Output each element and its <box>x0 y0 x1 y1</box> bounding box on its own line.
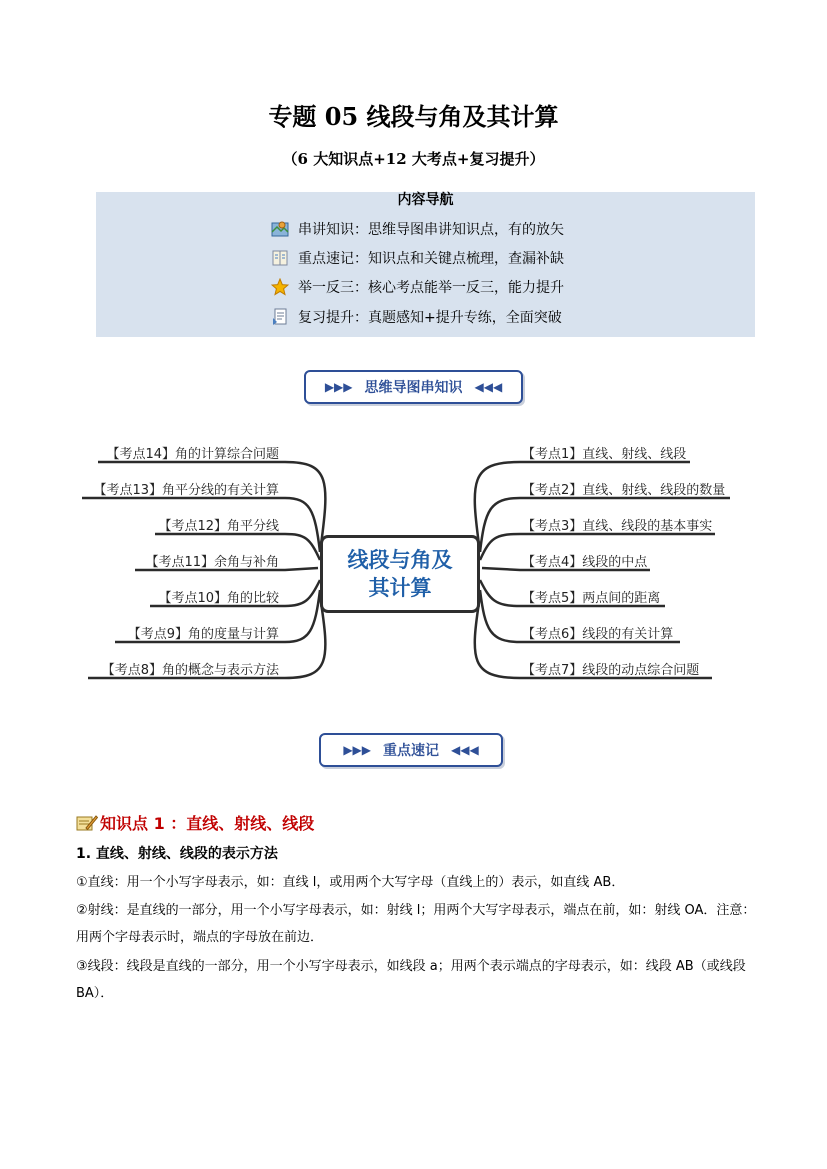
notebook-icon <box>271 249 289 267</box>
mindmap-left-item: 【考点14】角的计算综合问题 <box>106 447 279 462</box>
mindmap-right-item: 【考点5】两点间的距离 <box>522 591 661 606</box>
mindmap-left-item: 【考点13】角平分线的有关计算 <box>93 483 279 498</box>
page-title: 专题 05 线段与角及其计算 <box>268 102 559 131</box>
map-icon <box>271 220 289 238</box>
nav-item-label: 复习提升：真题感知+提升专练，全面突破 <box>298 310 562 326</box>
section-heading <box>76 811 314 834</box>
left-arrows-icon: ◀◀◀ <box>451 743 479 757</box>
content-navigation-box <box>96 192 755 337</box>
mindmap-right-item: 【考点7】线段的动点综合问题 <box>522 663 700 678</box>
notes-banner <box>319 733 503 767</box>
nav-item-label: 举一反三：核心考点能举一反三，能力提升 <box>298 280 564 296</box>
mindmap-left-item: 【考点10】角的比较 <box>158 591 279 606</box>
mindmap-banner <box>304 370 523 404</box>
nav-item-review <box>271 306 562 328</box>
paragraph-segment: ③线段：线段是直线的一部分，用一个小写字母表示，如线段 a；用两个表示端点的字母表示，如：线段 AB（或线段 BA）． <box>76 959 746 1001</box>
banner-label: 思维导图串知识 <box>364 380 463 396</box>
mindmap-right-item: 【考点3】直线、线段的基本事实 <box>522 519 713 534</box>
mindmap-center <box>320 535 480 613</box>
center-line-1: 线段与角及 <box>347 548 453 572</box>
section-heading-text: 知识点 1 ：直线、射线、线段 <box>100 814 315 833</box>
nav-item-label: 重点速记：知识点和关键点梳理，查漏补缺 <box>298 251 564 267</box>
nav-item-practice <box>271 276 564 298</box>
paragraph-ray: ②射线：是直线的一部分，用一个小写字母表示，如：射线 l；用两个大写字母表示，端点在前，如：射线 OA．注意：用两个字母表示时，端点的字母放在前边． <box>76 903 756 945</box>
nav-item-notes <box>271 247 564 269</box>
center-line-2: 其计算 <box>368 576 432 600</box>
paragraph-line: ①直线：用一个小写字母表示，如：直线 l，或用两个大写字母（直线上的）表示，如直线 AB． <box>76 875 625 890</box>
nav-item-lecture <box>271 218 564 240</box>
nav-heading: 内容导航 <box>397 192 454 208</box>
right-arrows-icon: ▶▶▶ <box>324 380 353 394</box>
nav-item-label: 串讲知识：思维导图串讲知识点，有的放矢 <box>298 222 564 238</box>
left-arrows-icon: ◀◀◀ <box>474 380 503 394</box>
document-icon <box>271 308 289 326</box>
page-subtitle: （6 大知识点+12 大考点+复习提升） <box>282 150 545 168</box>
mindmap-left-item: 【考点9】角的度量与计算 <box>127 627 279 642</box>
mindmap-right-item: 【考点4】线段的中点 <box>522 555 648 570</box>
mindmap-left-item: 【考点8】角的概念与表示方法 <box>101 663 279 678</box>
banner-label: 重点速记 <box>383 743 439 759</box>
star-icon <box>271 278 289 296</box>
mindmap-left-item: 【考点12】角平分线 <box>158 519 279 534</box>
mindmap-right-item: 【考点1】直线、射线、线段 <box>522 447 687 462</box>
mindmap-left-item: 【考点11】余角与补角 <box>145 555 279 570</box>
mindmap-right-item: 【考点2】直线、射线、线段的数量 <box>522 483 726 498</box>
subsection-heading: 1. 直线、射线、线段的表示方法 <box>76 846 278 862</box>
right-arrows-icon: ▶▶▶ <box>343 743 371 757</box>
pencil-note-icon <box>76 814 98 832</box>
mindmap-right-item: 【考点6】线段的有关计算 <box>522 627 674 642</box>
